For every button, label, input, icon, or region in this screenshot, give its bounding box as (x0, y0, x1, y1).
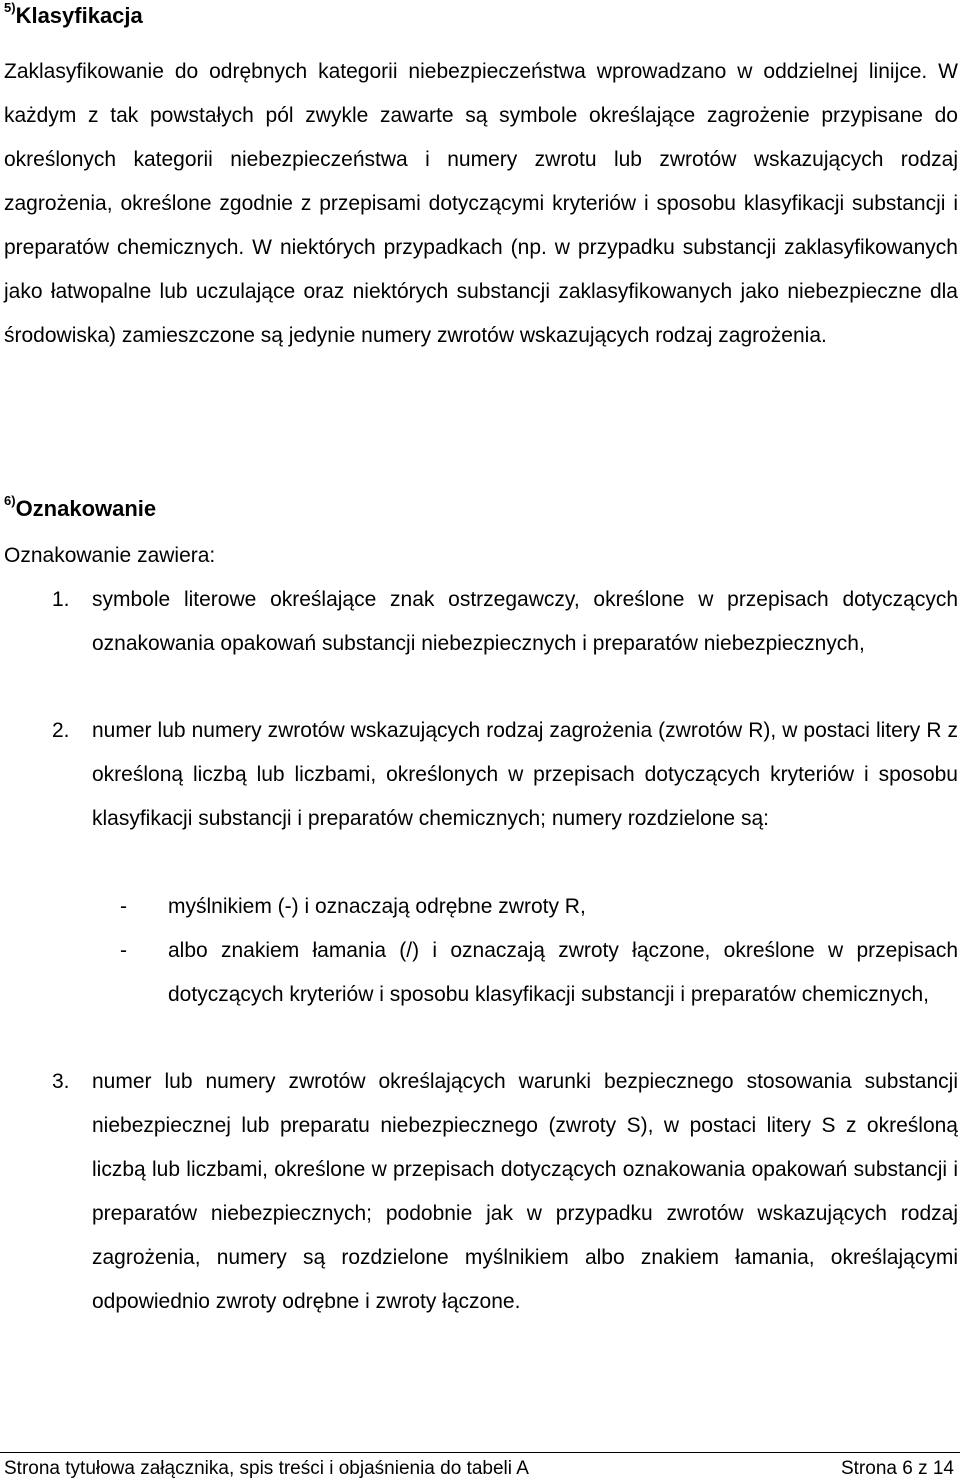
list-item-number: 2. (52, 719, 70, 742)
sub-list-item-text: myślnikiem (-) i oznaczają odrębne zwroty R, (168, 895, 586, 918)
section-6-heading (4, 493, 157, 522)
section-6-number: 6) (4, 493, 16, 508)
list-item-text: numer lub numery zwrotów wskazujących rodzaj zagrożenia (zwrotów R), w postaci litery R z określoną liczbą lub liczbami, określonych w przepisach dotyczących kryteriów i sposobu klasyfikacji substancji i preparatów chemicznych; numery rozdzielone są: (92, 719, 958, 830)
footer-document-title: Strona tytułowa załącznika, spis treści i objaśnienia do tabeli A (4, 1458, 529, 1479)
sub-list-marker: - (120, 895, 127, 918)
section-5-number: 5) (4, 0, 16, 15)
sub-list-marker: - (120, 939, 127, 962)
footer-page-number: Strona 6 z 14 (840, 1458, 954, 1479)
list-item-number: 1. (52, 588, 70, 611)
section-6-title: Oznakowanie (15, 496, 157, 521)
section-6-intro: Oznakowanie zawiera: (4, 544, 216, 567)
list-item-text: numer lub numery zwrotów określających warunki bezpiecznego stosowania substancji niebezpiecznej lub preparatu niebezpiecznego (zwroty S), w postaci litery S z określoną liczbą lub liczbami, określone w przepisach dotyczących oznakowania opakowań substancji i preparatów niebezpiecznych; podobnie jak w przypadku zwrotów wskazujących rodzaj zagrożenia, numery są rozdzielone myślnikiem albo znakiem łamania, określającymi odpowiednio zwroty odrębne i zwroty łączone. (92, 1070, 958, 1313)
sub-list-item-text: albo znakiem łamania (/) i oznaczają zwroty łączone, określone w przepisach dotyczących kryteriów i sposobu klasyfikacji substancji i preparatów chemicznych, (168, 939, 958, 1006)
list-item-number: 3. (52, 1070, 70, 1093)
section-5-heading (4, 0, 143, 29)
section-5-title: Klasyfikacja (15, 3, 143, 28)
section-5-paragraph: Zaklasyfikowanie do odrębnych kategorii niebezpieczeństwa wprowadzano w oddzielnej linijce. W każdym z tak powstałych pól zwykle zawarte są symbole określające zagrożenie przypisane do określonych kategorii niebezpieczeństwa i numery zwrotu lub zwrotów wskazujących rodzaj zagrożenia, określone zgodnie z przepisami dotyczącymi kryteriów i sposobu klasyfikacji substancji i preparatów chemicznych. W niektórych przypadkach (np. w przypadku substancji zaklasyfikowanych jako łatwopalne lub uczulające oraz niektórych substancji zaklasyfikowanych jako niebezpieczne dla środowiska) zamieszczone są jedynie numery zwrotów wskazujących rodzaj zagrożenia. (4, 60, 958, 347)
footer-divider (0, 1452, 960, 1453)
list-item-text: symbole literowe określające znak ostrzegawczy, określone w przepisach dotyczących oznakowania opakowań substancji niebezpiecznych i preparatów niebezpiecznych, (92, 588, 958, 655)
